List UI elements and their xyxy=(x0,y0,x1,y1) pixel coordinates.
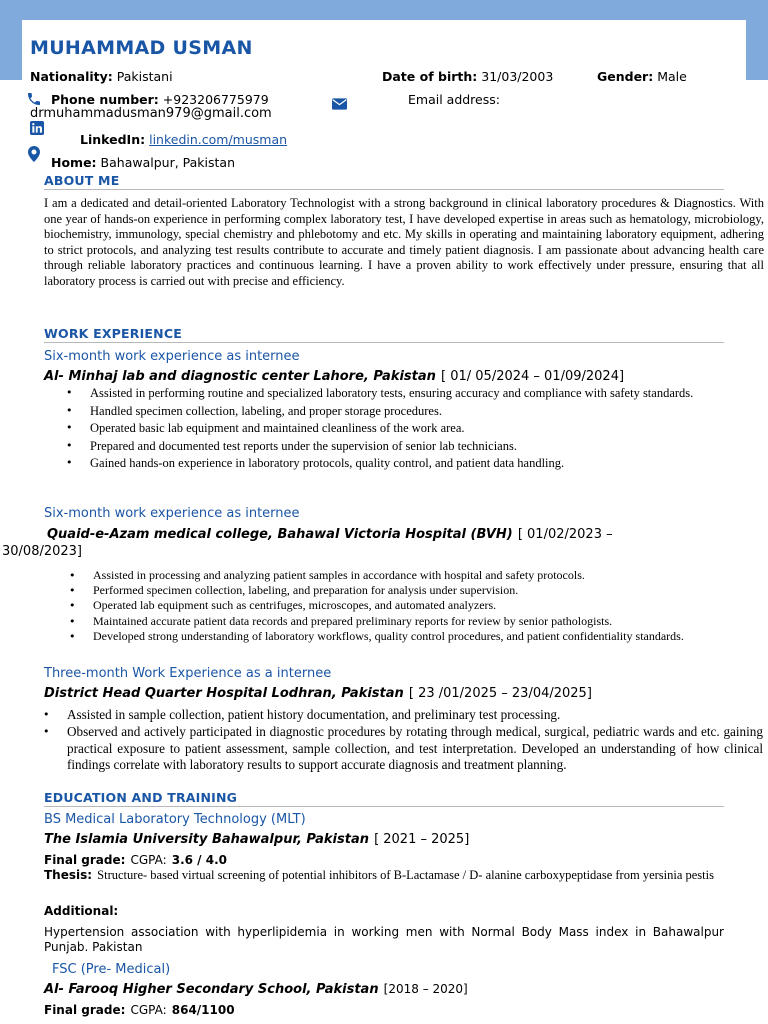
job-dates: [ 01/ 05/2024 – 01/09/2024] xyxy=(441,369,625,384)
job-org xyxy=(44,365,624,384)
phone-value[interactable]: +923206775979 xyxy=(162,92,269,107)
degree-title: BS Medical Laboratory Technology (MLT) xyxy=(44,812,306,827)
job-dates-continued: 30/08/2023] xyxy=(2,544,82,559)
linkedin-link[interactable]: linkedin.com/musman xyxy=(149,132,288,147)
list-item: • Maintained accurate patient data records and prepared preliminary reports for review by senior pathologists. xyxy=(93,614,765,629)
list-item: • Assisted in performing routine and specialized laboratory tests, ensuring accuracy and compliance with safety standards. xyxy=(90,385,750,402)
job-org-name: District Head Quarter Hospital Lodhran, Pakistan xyxy=(44,686,404,701)
job-org-name: Quaid-e-Azam medical college, Bahawal Victoria Hospital (BVH) xyxy=(47,527,513,542)
email-icon xyxy=(332,98,347,110)
list-item: • Prepared and documented test reports under the supervision of senior lab technicians. xyxy=(90,438,750,455)
thesis-text: Structure- based virtual screening of potential inhibitors of B-Lactamase / D- alanine carboxypeptidase from yersinia pestis xyxy=(97,868,714,882)
email-label: Email address: xyxy=(408,92,500,107)
thesis-label: Thesis: xyxy=(44,868,93,882)
job-dates: [ 01/02/2023 – xyxy=(517,527,613,542)
list-item: • Assisted in sample collection, patient history documentation, and preliminary test processing. xyxy=(67,707,763,724)
final-grade-label: Final grade: xyxy=(44,1003,126,1017)
thesis xyxy=(44,866,734,883)
home-address xyxy=(51,155,235,170)
additional-text: Hypertension association with hyperlipidemia in working men with Normal Body Mass index in Bahawalpur Punjab. Pakistan xyxy=(44,925,724,954)
job-bullets xyxy=(93,568,765,644)
job-title: Six-month work experience as internee xyxy=(44,349,300,364)
home-label: Home: xyxy=(51,155,97,170)
job-title: Three-month Work Experience as a internee xyxy=(44,666,332,681)
section-heading-work: WORK EXPERIENCE xyxy=(44,326,724,343)
job-org xyxy=(47,523,613,542)
list-item: • Operated basic lab equipment and maintained cleanliness of the work area. xyxy=(90,420,750,437)
additional-label: Additional: xyxy=(44,904,119,918)
phone-label: Phone number: xyxy=(51,92,159,107)
linkedin xyxy=(80,132,287,147)
institution-name: Al- Farooq Higher Secondary School, Pakistan xyxy=(44,982,379,997)
job-org-name: Al- Minhaj lab and diagnostic center Lahore, Pakistan xyxy=(44,369,436,384)
dob-label: Date of birth: xyxy=(382,69,478,84)
email-address[interactable]: drmuhammadusman979@gmail.com xyxy=(30,106,272,121)
home-value: Bahawalpur, Pakistan xyxy=(100,155,236,170)
list-item: • Observed and actively participated in diagnostic procedures by rotating through medical, surgical, pediatric wards and etc. gaining practical exposure to patient assessment, sample collection, and test interpretation. Developed an understanding of how clinical findings correlate with laboratory results to support accurate diagnosis and treatment planning. xyxy=(67,724,763,774)
list-item: • Handled specimen collection, labeling, and proper storage procedures. xyxy=(90,403,750,420)
date-of-birth xyxy=(382,69,553,84)
section-heading-education: EDUCATION AND TRAINING xyxy=(44,790,724,807)
phone-icon xyxy=(26,91,42,107)
list-item: • Assisted in processing and analyzing patient samples in accordance with hospital and safety protocols. xyxy=(93,568,765,583)
list-item: • Operated lab equipment such as centrifuges, microscopes, and automated analyzers. xyxy=(93,598,765,613)
gender xyxy=(597,69,687,84)
job-dates: [ 23 /01/2025 – 23/04/2025] xyxy=(408,686,592,701)
list-item: • Performed specimen collection, labeling, and preparation for analysis under supervision. xyxy=(93,583,765,598)
institution-name: The Islamia University Bahawalpur, Pakistan xyxy=(44,832,369,847)
education-dates: [2018 – 2020] xyxy=(383,982,468,996)
list-item: • Developed strong understanding of laboratory workflows, quality control procedures, and patient confidentiality standards. xyxy=(93,629,765,644)
nationality xyxy=(30,69,173,84)
job-bullets xyxy=(67,707,763,774)
final-grade-value: 3.6 / 4.0 xyxy=(171,853,228,867)
candidate-name: MUHAMMAD USMAN xyxy=(30,37,253,59)
cgpa-label: CGPA: xyxy=(130,1003,167,1017)
nationality-label: Nationality: xyxy=(30,69,113,84)
degree-title: FSC (Pre- Medical) xyxy=(52,962,171,977)
linkedin-label: LinkedIn: xyxy=(80,132,146,147)
dob-value: 31/03/2003 xyxy=(481,69,554,84)
job-title: Six-month work experience as internee xyxy=(44,506,300,521)
institution xyxy=(44,828,469,847)
linkedin-icon xyxy=(30,121,44,135)
list-item: • Gained hands-on experience in laboratory protocols, quality control, and patient data handling. xyxy=(90,455,750,472)
about-text: I am a dedicated and detail-oriented Laboratory Technologist with a strong background in clinical laboratory procedures & Diagnostics. With one year of hands-on experience in performing complex laboratory test, I have developed expertise in areas such as hematology, microbiology, biochemistry, immunology, special chemistry and phlebotomy and etc. My skills in operating and maintaining laboratory equipment, adhering to strict protocols, and analyzing test results contribute to accurate and timely patient diagnosis. I am passionate about advancing health care through reliable laboratory practices and continuous learning. I have a proven ability to work effectively under pressure, ensuring that all laboratory process is carried out with precise and efficiency. xyxy=(44,196,764,288)
final-grade-label: Final grade: xyxy=(44,853,126,867)
phone-number xyxy=(51,92,269,107)
institution xyxy=(44,978,468,997)
final-grade xyxy=(44,999,235,1018)
education-dates: [ 2021 – 2025] xyxy=(374,832,470,847)
gender-value: Male xyxy=(657,69,687,84)
final-grade-value: 864/1100 xyxy=(171,1003,235,1017)
job-org xyxy=(44,682,592,701)
job-bullets xyxy=(90,385,750,472)
location-icon xyxy=(28,146,40,162)
section-heading-about: ABOUT ME xyxy=(44,173,724,190)
cgpa-label: CGPA: xyxy=(130,853,167,867)
nationality-value: Pakistani xyxy=(116,69,173,84)
gender-label: Gender: xyxy=(597,69,654,84)
